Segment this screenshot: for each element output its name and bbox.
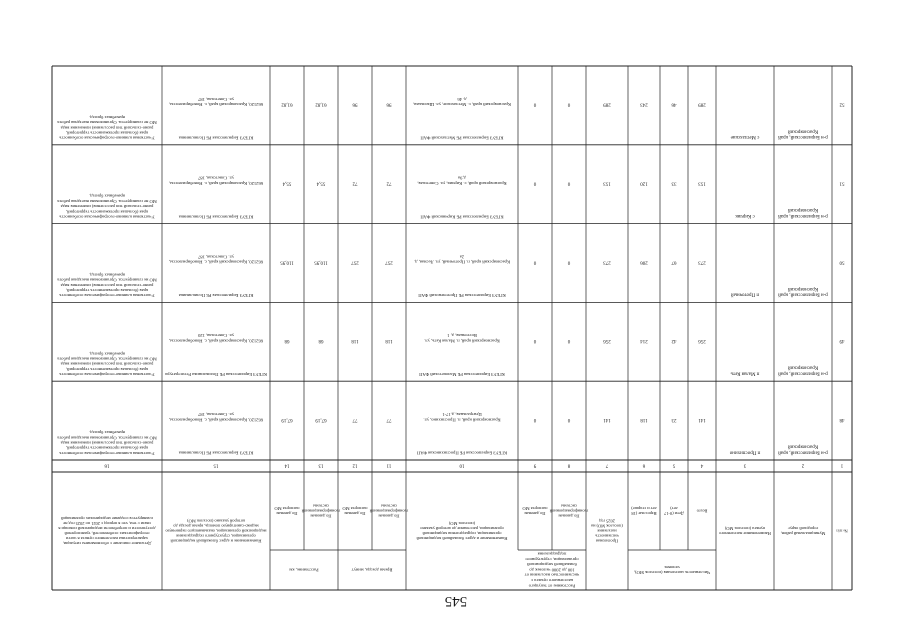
cell-c13: 68: [318, 338, 324, 344]
cell-c8: 0: [567, 259, 571, 265]
cell-c11: 257: [385, 259, 393, 265]
cell-settlement: п Проточный: [730, 291, 760, 297]
cell-c11: 118: [385, 338, 393, 344]
mo-name: КГБУЗ Бирилюсская РБ Проточенский ФАП: [418, 293, 506, 299]
header-group-label: Численность населения (поселок МО),человек: [633, 564, 711, 576]
cell-c9: 0: [533, 101, 537, 107]
table-group: [52, 66, 852, 590]
nearest-mo-address: 662120, Красноярский край, с. Новобирилюссы,ул. Советская, 187: [168, 254, 264, 265]
mo-name: КГБУЗ Бирилюсская РБ Малокетский ФАП: [419, 371, 505, 377]
header-group-label: Время доезда, минут: [351, 567, 393, 573]
cell-district: р-н Бирилюсский, крайКрасноярский: [778, 364, 828, 376]
column-number: 10: [459, 462, 465, 468]
header-cell: Детальное описание с обоснованием ситуации,характеристика населенного пункта в частигеографических особенностей, транспортнойдоступности и потребности медицинской помощи всвязи с тем, что в период с 2021 по 2025 год непланируется создание медицинских организаций: [58, 515, 156, 547]
header-group-label: Расстояние, км: [289, 567, 319, 573]
nearest-mo-address: 662120, Красноярский край, с. Новобирилюссы,ул. Советская, 187: [168, 412, 264, 423]
cell-desc: Участковая клинико-географическая особенностькрая (большая протяженность территорий,разно-сельский тип расселения) изменения видаМО не планируется. Организована выездная работаврачебных бригад.: [57, 193, 157, 220]
cell-children: 67: [671, 259, 677, 265]
column-number: 2: [801, 462, 805, 468]
cell-c9: 0: [533, 259, 537, 265]
cell-c9: 0: [533, 416, 537, 422]
cell-forecast: 141: [603, 416, 611, 422]
cell-settlement: с Кирчик: [735, 212, 755, 218]
cell-c13: 61,82: [315, 101, 327, 107]
cell-district: р-н Бирилюсский, крайКрасноярский: [778, 443, 828, 455]
cell-total: 153: [698, 180, 706, 186]
nearest-mo-name: КГБУЗ Бирилюсская РБ Поликлиника: [178, 135, 254, 141]
column-number: 4: [700, 462, 704, 468]
header-cell: По даннымгеоинформационнойсистемы: [301, 503, 341, 519]
cell-c8: 0: [567, 416, 571, 422]
column-number: 9: [533, 462, 537, 468]
header-cell: По даннымпаспорта МО: [274, 505, 300, 517]
header-cell: Муниципальный район,городской округ: [780, 525, 826, 537]
cell-children: 33: [671, 180, 677, 186]
mo-name: КГБУЗ Бирилюсская РБ Кирчикский ФАП: [420, 214, 504, 220]
cell-n: 52: [839, 101, 845, 107]
cell-adults: 243: [640, 101, 648, 107]
cell-forecast: 153: [603, 180, 611, 186]
cell-c12: 77: [352, 416, 358, 422]
nearest-mo-name: КГБУЗ Бирилюсская РБ Поликлиника: [178, 214, 254, 220]
header-cell: Наименование и адрес ближайшей медицинскойорганизации, подразделения медицинскойорганизации, расстояние до которой указано(поселок МО): [416, 520, 508, 542]
cell-c9: 0: [533, 180, 537, 186]
cell-c11: 72: [386, 180, 392, 186]
cell-desc: Участковая клинико-географическая особенностькрая (большая протяженность территорий,разно-сельский тип расселения) изменения видаМО не планируется. Организована выездная работаврачебных бригад.: [57, 114, 157, 141]
cell-desc: Участковая клинико-географическая особенностькрая (большая протяженность территорий,разно-сельский тип расселения) изменения видаМО не планируется. Организована выездная работаврачебных бригад.: [57, 351, 157, 378]
column-number: 12: [352, 462, 358, 468]
cell-desc: Участковая клинико-географическая особенностькрая (большая протяженность территорий,разно-сельский тип расселения) изменения видаМО не планируется. Организована выездная работаврачебных бригад.: [57, 272, 157, 299]
page-number: 545: [444, 593, 468, 609]
cell-children: 23: [671, 416, 677, 422]
cell-n: 48: [839, 416, 845, 422]
column-number: 7: [605, 462, 609, 468]
cell-adults: 206: [640, 259, 648, 265]
header-cell: По даннымпаспорта МО: [342, 505, 368, 517]
mo-address: Красноярский край, п. Проточный, ул. Лесная, д.2а: [414, 254, 510, 265]
header-cell: По даннымгеоинформационнойсистемы: [549, 503, 589, 519]
nearest-mo-name: КГБУЗ Бирилюсская РБ Поликлиника: [178, 450, 254, 456]
cell-district: р-н Бирилюсский, крайКрасноярский: [778, 128, 828, 140]
cell-total: 273: [698, 259, 706, 265]
column-number: 13: [318, 462, 324, 468]
cell-c9: 0: [533, 338, 537, 344]
cell-c12: 118: [351, 338, 359, 344]
cell-adults: 214: [640, 338, 648, 344]
cell-total: 256: [698, 338, 706, 344]
cell-c14: 68: [284, 338, 290, 344]
cell-district: р-н Бирилюсский, крайКрасноярский: [778, 285, 828, 297]
cell-desc: Участковая клинико-географическая особенностькрая (большая протяженность территорий,разно-сельский тип расселения) изменения видаМО не планируется. Организована выездная работаврачебных бригад.: [57, 430, 157, 456]
cell-total: 141: [698, 416, 706, 422]
header-cell: № п/п: [836, 528, 848, 534]
column-number: 16: [104, 462, 110, 468]
cell-c11: 96: [386, 101, 392, 107]
cell-children: 46: [671, 101, 677, 107]
header-cell: Дети (0-17лет): [664, 505, 684, 517]
cell-c11: 77: [386, 416, 392, 422]
mo-address: Красноярский край, п. Проспихино, ул.Центральная, д.17-1: [423, 412, 501, 423]
cell-settlement: с Метлахские: [730, 134, 760, 140]
cell-c8: 0: [567, 338, 571, 344]
cell-c14: 110,95: [280, 259, 294, 265]
header-cell: Прогнознаячисленностьнаселения(поселок МО) на2025 год: [591, 518, 623, 544]
cell-c12: 257: [351, 259, 359, 265]
mo-name: КГБУЗ Бирилюсская РБ Проспихинская ФАП: [417, 450, 507, 456]
header-group-label: Расстояние от текущегонаселенного пункта счисленностью населения от100 до 2000 человек доближайшей медицинскойорганизации, структурногоподразделения: [524, 551, 580, 589]
column-number: 3: [743, 462, 747, 468]
mo-name: КГБУЗ Бирилюсская РБ Метлахский ФАП: [420, 135, 504, 141]
cell-c13: 55,4: [316, 180, 326, 186]
nearest-mo-address: 662120, Красноярский край, с. Новобирилюссы,ул. Советская, 187: [168, 175, 264, 186]
nearest-mo-name: КГБУЗ Бирилюсская РБ Поликлиника: [178, 293, 254, 299]
cell-c14: 67,19: [281, 416, 293, 422]
header-cell: Наименование и адрес ближайшей медицинскойорганизации, структурного подразделениямедицинской организации, оказывающего первичнуюмедико-санитарную помощь, время доезда докоторой указано (поселок МО): [165, 518, 267, 544]
header-cell: Всего: [696, 508, 708, 514]
column-number: 5: [672, 462, 676, 468]
nearest-mo-name: КГБУЗ Бирилюсская РБ Поликлиника Регистратура: [165, 371, 267, 377]
cell-total: 289: [698, 101, 706, 107]
cell-settlement: п Проспихино: [729, 449, 761, 455]
column-number: 6: [642, 462, 646, 468]
mo-address: Красноярский край, с. Кирчик, ул. Советская,д.9а: [417, 175, 507, 186]
cell-c14: 55,4: [282, 180, 292, 186]
header-cell: По даннымгеоинформационнойсистемы: [369, 503, 409, 519]
cell-children: 42: [671, 338, 677, 344]
header-cell: Наименование населенногопункта (поселок МО): [719, 525, 771, 537]
cell-settlement: п Малая Кеть: [730, 370, 760, 376]
header-cell: По даннымпаспорта МО: [522, 505, 548, 517]
nearest-mo-address: 662120, Красноярский край, с. Новобирилюссы,ул. Советская, 187: [168, 96, 264, 108]
header-cell: Взрослые (18лет и старше): [631, 505, 657, 517]
cell-n: 51: [839, 180, 845, 186]
cell-n: 49: [839, 338, 845, 344]
cell-c13: 67,19: [315, 416, 327, 422]
column-number: 1: [840, 462, 844, 468]
cell-n: 50: [839, 259, 845, 265]
cell-forecast: 256: [603, 338, 611, 344]
cell-c13: 110,95: [314, 259, 328, 265]
cell-forecast: 289: [603, 101, 611, 107]
cell-adults: 118: [640, 416, 648, 422]
cell-c14: 61,82: [281, 101, 293, 107]
nearest-mo-address: 662120, Красноярский край, с. Новобирилюссы,ул. Советская, 120: [168, 333, 264, 344]
cell-adults: 120: [640, 180, 648, 186]
cell-c12: 96: [352, 101, 358, 107]
cell-c12: 72: [352, 180, 358, 186]
column-number: 14: [284, 462, 290, 468]
column-number: 8: [567, 462, 571, 468]
column-number: 15: [213, 462, 219, 468]
cell-c8: 0: [567, 180, 571, 186]
cell-forecast: 273: [603, 259, 611, 265]
cell-district: р-н Бирилюсский, крайКрасноярский: [778, 207, 828, 218]
mo-address: Красноярский край, с. Метлахские, ул. Школьная,д. 46: [413, 96, 511, 108]
mo-address: Красноярский край, п. Малая Кеть, ул.Восточная, д. 1: [424, 333, 500, 344]
column-number: 11: [386, 462, 392, 468]
cell-c8: 0: [567, 101, 571, 107]
